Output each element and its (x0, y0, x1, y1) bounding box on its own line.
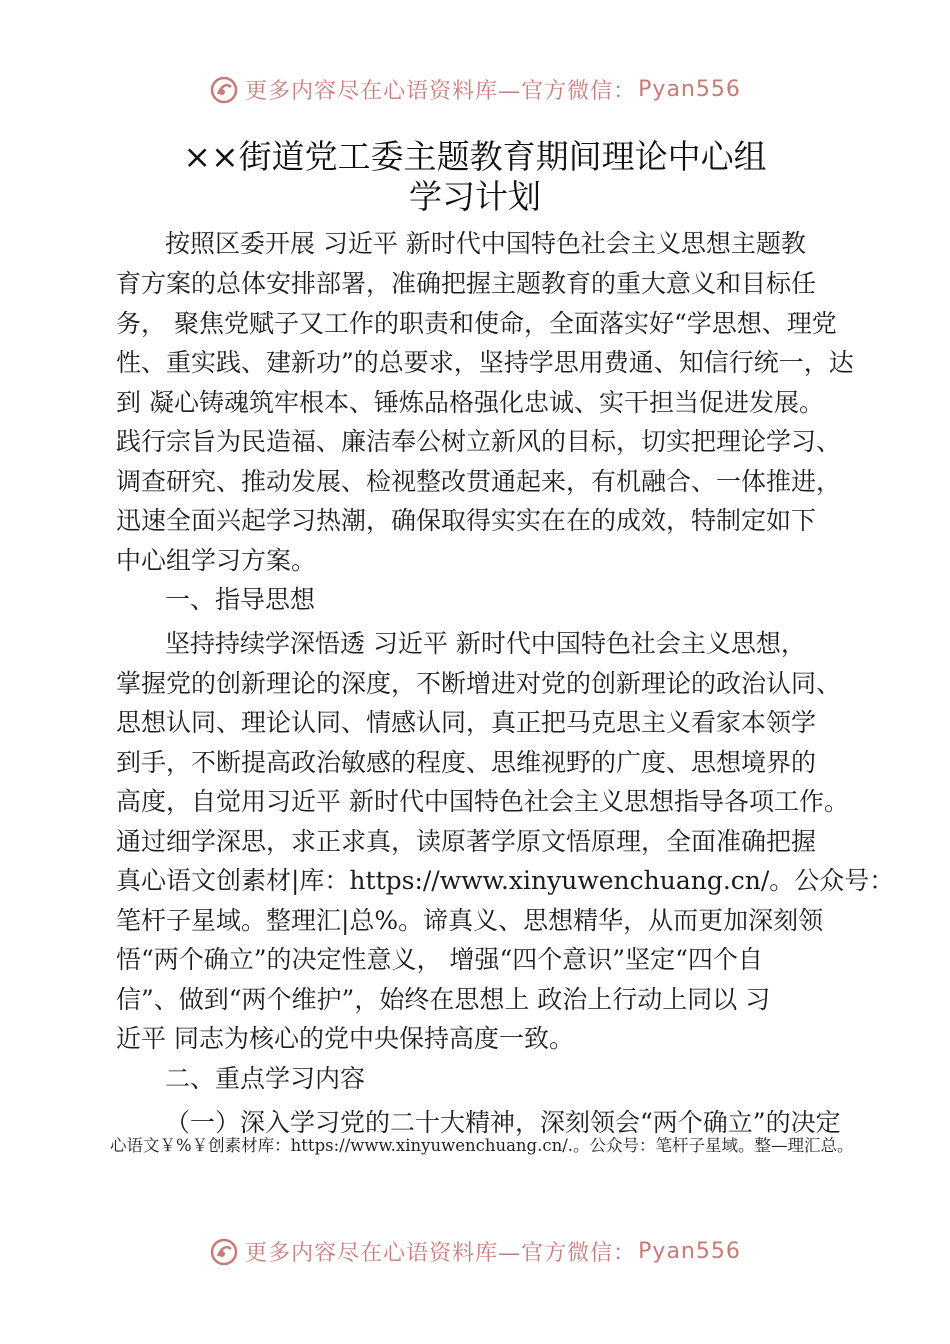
watermark-text: 更多内容尽在心语资料库—官方微信： (245, 79, 637, 104)
document-title-line-2: 学习计划 (409, 177, 541, 216)
body-line: 真心语文创素材|库：https://www.xinyuwenchuang.cn/。公众号： (116, 866, 895, 895)
watermark-id: Pyan556 (638, 77, 741, 102)
body-line: 通过细学深思，求正求真，读原著学原文悟原理，全面准确把握 (116, 827, 817, 856)
body-line: 务， 聚焦党赋子又工作的职责和使命，全面落实好“学思想、理党 (116, 309, 837, 338)
watermark-id: Pyan556 (638, 1239, 741, 1264)
body-line: 育方案的总体安排部署，准确把握主题教育的重大意义和目标任 (116, 269, 817, 298)
body-line: 到手，不断提高政治敏感的程度、思维视野的广度、思想境界的 (116, 748, 817, 777)
logo-icon (209, 75, 239, 105)
watermark-footer (0, 1236, 950, 1267)
body-line: 践行宗旨为民造福、廉洁奉公树立新风的目标，切实把理论学习、 (116, 427, 842, 456)
body-line: 中心组学习方案。 (116, 546, 317, 575)
body-line: 掌握党的创新理论的深度，不断增进对党的创新理论的政治认同、 (116, 669, 842, 698)
watermark-text: 更多内容尽在心语资料库—官方微信： (245, 1241, 637, 1266)
body-line: 笔杆子星域。整理汇|总%。谛真义、思想精华，从而更加深刻领 (116, 906, 824, 935)
body-line: 信”、做到“两个维护”，始终在思想上 政治上行动上同以 习 (116, 985, 771, 1014)
section-heading: 一、指导思想 (165, 585, 316, 614)
body-line: 悟“两个确立”的决定性意义， 增强“四个意识”坚定“四个自 (116, 945, 763, 974)
body-line: 迅速全面兴起学习热潮，确保取得实实在在的成效，特制定如下 (116, 506, 817, 535)
watermark-header (0, 74, 950, 105)
body-line: 性、重实践、建新功”的总要求，坚持学思用费通、知信行统一，达 (116, 348, 854, 377)
body-line: 到 凝心铸魂筑牢根本、锤炼品格强化忠诚、实干担当促进发展。 (116, 388, 824, 417)
body-line: 高度，自觉用习近平 新时代中国特色社会主义思想指导各项工作。 (116, 787, 849, 816)
body-line: 近平 同志为核心的党中央保持高度一致。 (116, 1024, 574, 1053)
body-line: 按照区委开展 习近平 新时代中国特色社会主义思想主题教 (165, 229, 806, 258)
section-heading: 二、重点学习内容 (165, 1064, 366, 1093)
footer-note: 心语文￥%￥创素材库：https://www.xinyuwenchuang.cn/.。公众号：笔杆子星域。整—理汇总。 (110, 1136, 854, 1155)
document-title-line-1: ××街道党工委主题教育期间理论中心组 (183, 137, 767, 176)
logo-icon (209, 1237, 239, 1267)
body-line: （一）深入学习党的二十大精神，深刻领会“两个确立”的决定 (165, 1108, 841, 1137)
body-line: 思想认同、理论认同、情感认同，真正把马克思主义看家本领学 (116, 708, 817, 737)
body-line: 调查研究、推动发展、检视整改贯通起来，有机融合、一体推进， (116, 467, 842, 496)
body-line: 坚持持续学深悟透 习近平 新时代中国特色社会主义思想， (165, 629, 806, 658)
